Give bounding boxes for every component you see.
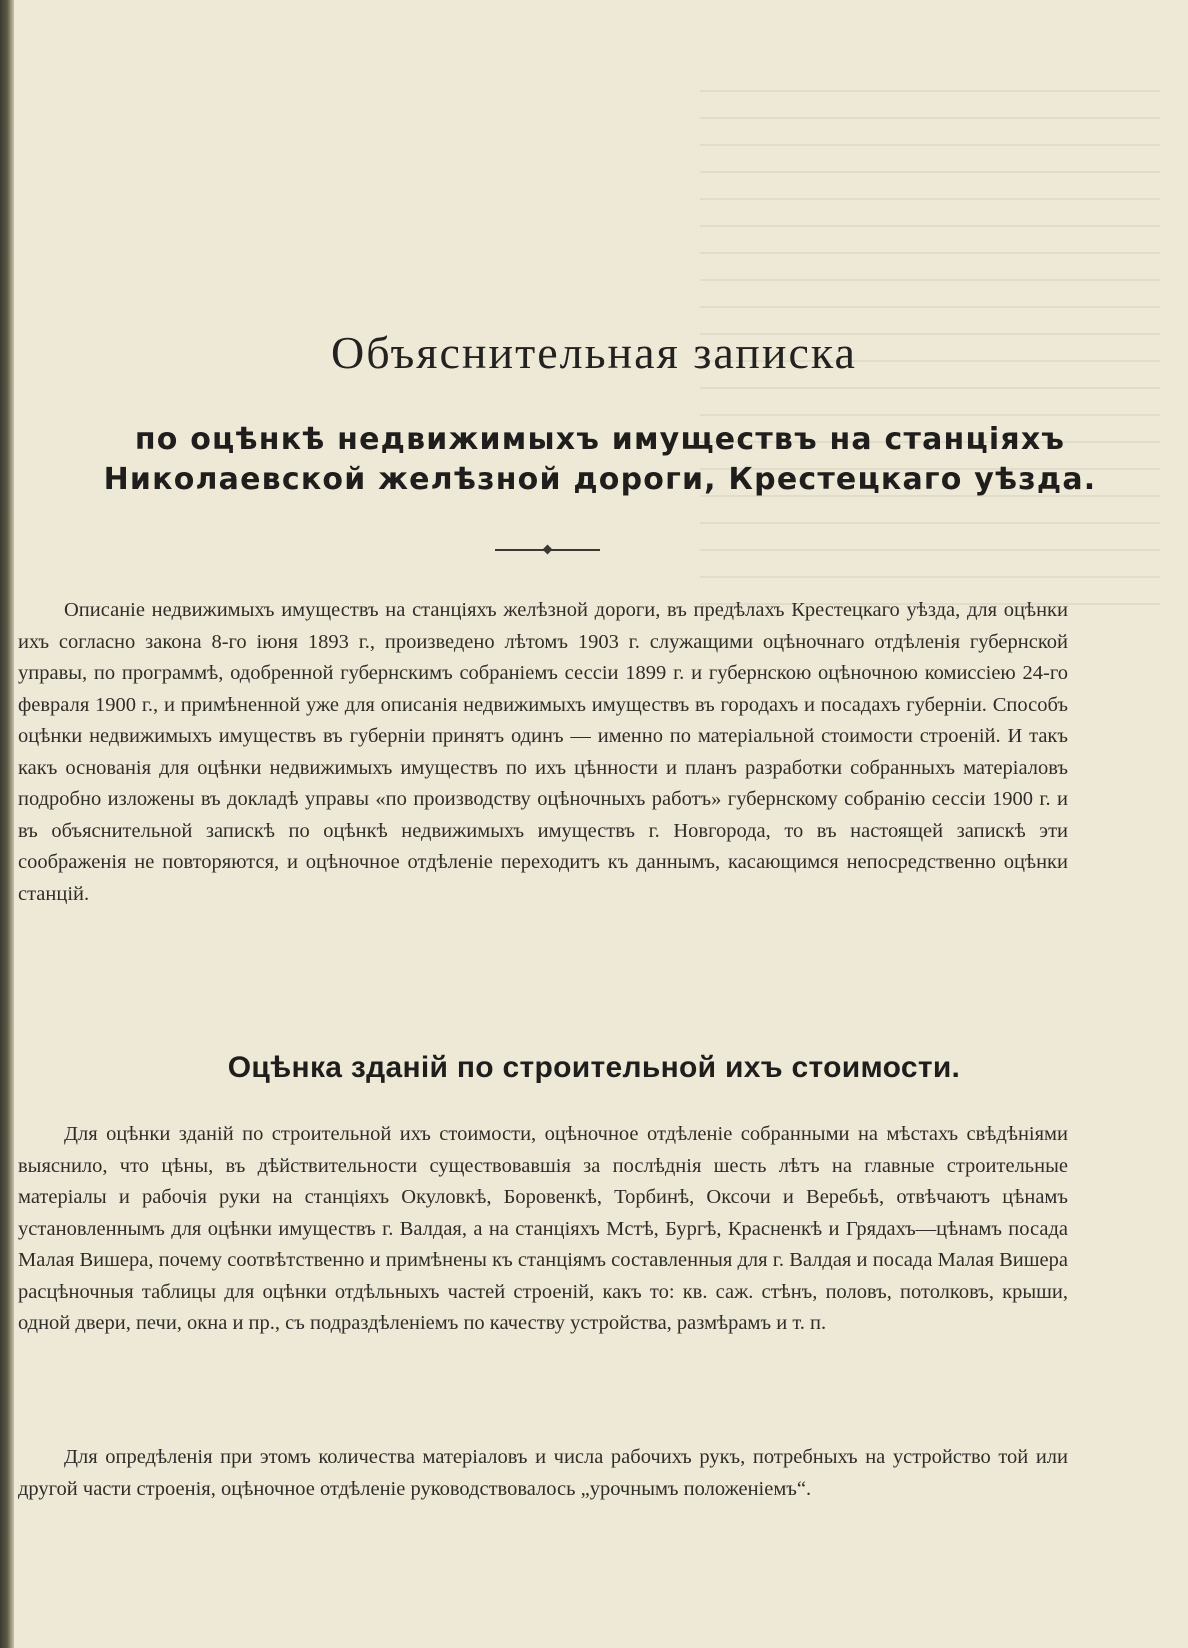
- document-title: Объяснительная записка: [331, 327, 857, 378]
- body-paragraph: Для оцѣнки зданій по строительной ихъ стоимости, оцѣночное отдѣленіе собранными на мѣстахъ свѣдѣніями выяснило, что цѣны, въ дѣйствительности существовавшія за послѣднія шесть лѣтъ на главные строительные матеріалы и рабочія руки на станціяхъ Окуловкѣ, Боровенкѣ, Торбинѣ, Оксочи и Веребьѣ, отвѣчаютъ цѣнамъ установленнымъ для оцѣнки имуществъ г. Валдая, а на станціяхъ Мстѣ, Бургѣ, Красненкѣ и Грядахъ—цѣнамъ посада Малая Вишера, почему соотвѣтственно и примѣнены къ станціямъ составленныя для г. Валдая и посада Малая Вишера расцѣночныя таблицы для оцѣнки отдѣльныхъ частей строеній, какъ то: кв. саж. стѣнъ, половъ, потолковъ, крыши, одной двери, печи, окна и пр., съ подраздѣленіемъ по качеству устройства, размѣрамъ и т. п.: [18, 1123, 1068, 1334]
- section-heading: Оцѣнка зданій по строительной ихъ стоимости.: [227, 1051, 961, 1084]
- closing-paragraph: Для опредѣленія при этомъ количества матеріаловъ и числа рабочихъ рукъ, потребныхъ на устройство той или другой части строенія, оцѣночное отдѣленіе руководствовалось „урочнымъ положеніемъ“.: [18, 1446, 1068, 1500]
- intro-paragraph: Описаніе недвижимыхъ имуществъ на станціяхъ желѣзной дороги, въ предѣлахъ Крестецкаго уѣзда, для оцѣнки ихъ согласно закона 8-го іюня 1893 г., произведено лѣтомъ 1903 г. служащими оцѣночнаго отдѣленія губернской управы, по программѣ, одобренной губернскимъ собраніемъ сессіи 1899 г. и губернскою оцѣночною комиссіею 24-го февраля 1900 г., и примѣненной уже для описанія недвижимыхъ имуществъ въ городахъ и посадахъ губерніи. Способъ оцѣнки недвижимыхъ имуществъ въ губерніи принятъ одинъ — именно по матеріальной стоимости строеній. И такъ какъ основанія для оцѣнки недвижимыхъ имуществъ по ихъ цѣнности и планъ разработки собранныхъ матеріаловъ подробно изложены въ докладѣ управы «по производству оцѣночныхъ работъ» губернскому собранію сессіи 1900 г. и въ объяснительной запискѣ по оцѣнкѣ недвижимыхъ имуществъ г. Новгорода, то въ настоящей запискѣ эти соображенія не повторяются, и оцѣночное отдѣленіе переходитъ къ даннымъ, касающимся непосредственно оцѣнки станцій.: [18, 599, 1068, 905]
- divider-diamond: [543, 545, 553, 555]
- document-subtitle: по оцѣнкѣ недвижимыхъ имуществъ на станціяхъ Николаевской желѣзной дороги, Крестецкаго уѣзда.: [103, 422, 1097, 497]
- book-spine-edge: [0, 0, 14, 1648]
- ornamental-divider: [495, 545, 600, 555]
